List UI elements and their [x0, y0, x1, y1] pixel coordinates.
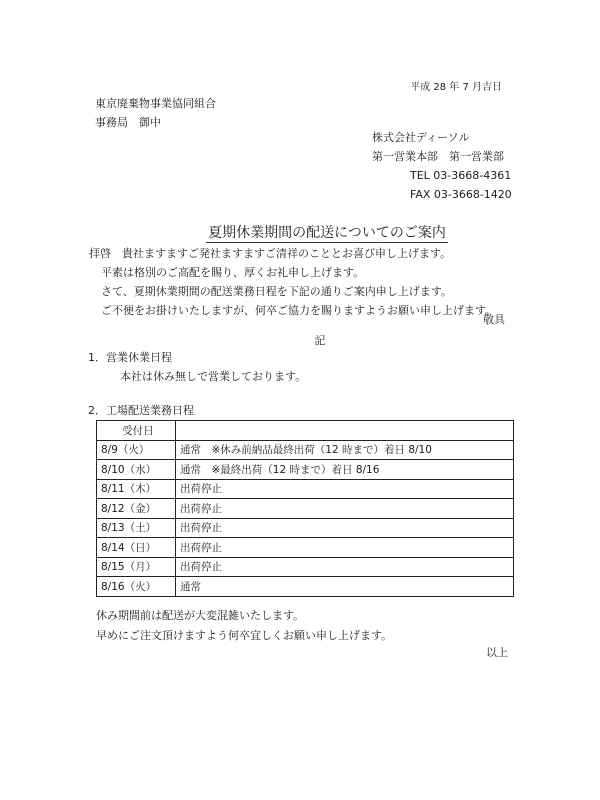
body-line-thanks: 平素は格別のご高配を賜り、厚くお礼申し上げます。 — [101, 266, 365, 279]
closing-ijou: 以上 — [486, 646, 508, 659]
table-row — [97, 499, 514, 519]
footer-line-request: 早めにご注文頂けますよう何卒宜しくお願い申し上げます。 — [96, 629, 393, 642]
recipient-organization: 東京廃棄物事業協同組合 — [95, 97, 216, 110]
row-date: 8/12（金） — [97, 499, 176, 519]
document-title: 夏期休業期間の配送についてのご案内 — [208, 225, 446, 241]
recipient-office: 事務局 御中 — [95, 116, 161, 129]
row-date: 8/13（土） — [97, 518, 176, 538]
sender-fax: FAX 03-3668-1420 — [410, 188, 512, 201]
sender-tel: TEL 03-3668-4361 — [410, 169, 512, 182]
table-header-date: 受付日 — [97, 421, 176, 441]
section1-heading: 1．営業休業日程 — [88, 351, 172, 364]
row-date: 8/11（木） — [97, 479, 176, 499]
row-note: 通常 ※最終出荷（12 時まで）着日 8/16 — [176, 460, 514, 480]
table-header-note — [176, 421, 514, 441]
row-date: 8/9（火） — [97, 440, 176, 460]
row-note: 出荷停止 — [176, 538, 514, 558]
body-line-announcement: さて、夏期休業期間の配送業務日程を下記の通りご案内申し上げます。 — [101, 285, 452, 298]
table-row — [97, 557, 514, 577]
sender-company: 株式会社ディーソル — [372, 131, 470, 144]
table-row — [97, 538, 514, 558]
recipient-block — [95, 94, 216, 132]
table-row — [97, 479, 514, 499]
footer-text — [96, 606, 392, 646]
table-header-row — [97, 421, 514, 441]
sender-department: 第一営業本部 第一営業部 — [372, 150, 504, 163]
document-date: 平成 28 年 7 月吉日 — [410, 82, 502, 93]
body-line-request: ご不便をお掛けいたしますが、何卒ご協力を賜りますようお願い申し上げます。 — [101, 304, 497, 317]
table-row — [97, 460, 514, 480]
footer-line-congestion: 休み期間前は配送が大変混雑いたします。 — [96, 609, 305, 622]
row-note: 通常 — [176, 577, 514, 597]
body-line-greeting: 拝啓 貴社ますますご発社ますますご清祥のこととお喜び申し上げます。 — [89, 247, 452, 260]
row-date: 8/10（水） — [97, 460, 176, 480]
ki-marker: 記 — [314, 334, 326, 347]
table-row — [97, 440, 514, 460]
table-row — [97, 518, 514, 538]
section2-heading: 2．工場配送業務日程 — [88, 404, 194, 417]
section1-body: 本社は休み無しで営業しております。 — [120, 370, 307, 383]
row-note: 出荷停止 — [176, 557, 514, 577]
row-note: 出荷停止 — [176, 499, 514, 519]
row-date: 8/14（日） — [97, 538, 176, 558]
row-note: 出荷停止 — [176, 518, 514, 538]
row-note: 通常 ※休み前納品最終出荷（12 時まで）着日 8/10 — [176, 440, 514, 460]
body-text — [89, 244, 496, 320]
closing-keigu: 敬具 — [483, 313, 505, 326]
row-date: 8/15（月） — [97, 557, 176, 577]
row-note: 出荷停止 — [176, 479, 514, 499]
table-row — [97, 577, 514, 597]
sender-block — [372, 128, 512, 204]
title-block — [0, 222, 600, 243]
row-date: 8/16（火） — [97, 577, 176, 597]
schedule-table — [96, 420, 514, 597]
